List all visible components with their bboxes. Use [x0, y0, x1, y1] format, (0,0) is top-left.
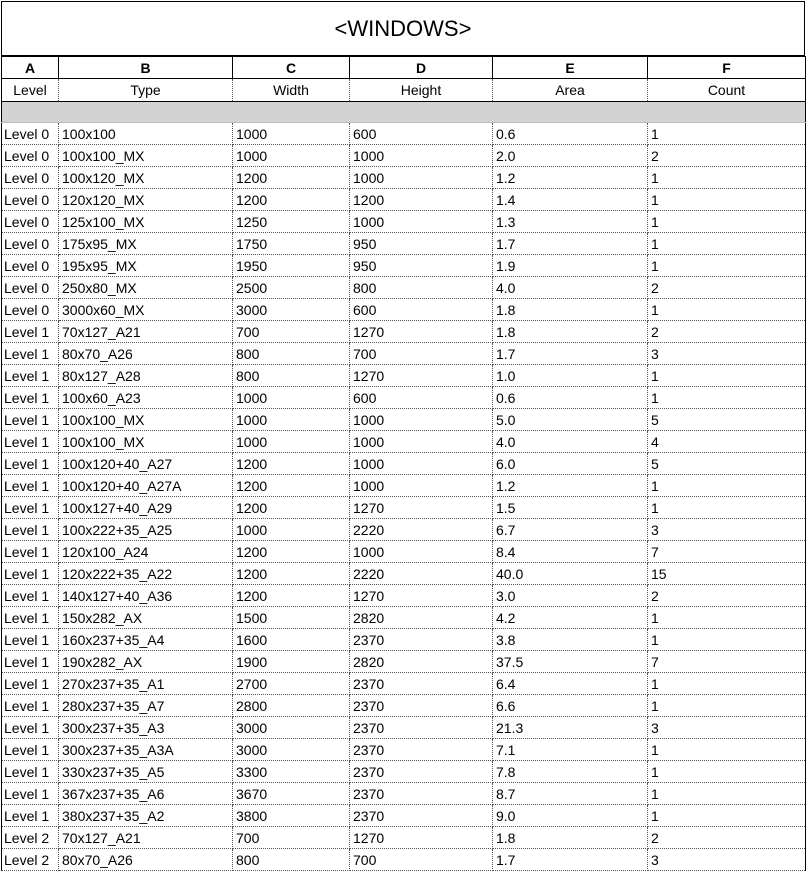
column-header-width[interactable]: Width: [233, 79, 350, 102]
area-cell[interactable]: 1.2: [493, 167, 648, 189]
height-cell[interactable]: 2370: [350, 805, 493, 827]
area-cell[interactable]: 3.0: [493, 585, 648, 607]
column-header-level[interactable]: Level: [2, 79, 59, 102]
height-cell[interactable]: 1000: [350, 167, 493, 189]
type-cell[interactable]: 80x127_A28: [59, 365, 233, 387]
level-cell[interactable]: Level 1: [2, 629, 59, 651]
table-row[interactable]: [2, 497, 806, 519]
area-cell[interactable]: 9.0: [493, 805, 648, 827]
width-cell[interactable]: 1200: [233, 585, 350, 607]
height-cell[interactable]: 950: [350, 233, 493, 255]
level-cell[interactable]: Level 1: [2, 343, 59, 365]
table-row[interactable]: [2, 563, 806, 585]
height-cell[interactable]: 1270: [350, 497, 493, 519]
count-cell[interactable]: 2: [648, 585, 806, 607]
width-cell[interactable]: 3000: [233, 739, 350, 761]
schedule-sheet: [1, 1, 805, 871]
table-row[interactable]: [2, 321, 806, 343]
area-cell[interactable]: 1.7: [493, 849, 648, 871]
level-cell[interactable]: Level 1: [2, 805, 59, 827]
type-cell[interactable]: 120x120_MX: [59, 189, 233, 211]
schedule-title[interactable]: <WINDOWS>: [1, 1, 805, 56]
count-cell[interactable]: 1: [648, 233, 806, 255]
area-cell[interactable]: 37.5: [493, 651, 648, 673]
level-cell[interactable]: Level 0: [2, 145, 59, 167]
count-cell[interactable]: 1: [648, 123, 806, 145]
count-cell[interactable]: 1: [648, 387, 806, 409]
area-cell[interactable]: 7.1: [493, 739, 648, 761]
level-cell[interactable]: Level 0: [2, 299, 59, 321]
count-cell[interactable]: 1: [648, 299, 806, 321]
level-cell[interactable]: Level 1: [2, 717, 59, 739]
width-cell[interactable]: 1000: [233, 123, 350, 145]
column-letter-d[interactable]: D: [350, 57, 493, 79]
column-letter-row: [2, 57, 806, 79]
type-cell[interactable]: 120x100_A24: [59, 541, 233, 563]
table-row[interactable]: [2, 849, 806, 871]
area-cell[interactable]: 2.0: [493, 145, 648, 167]
width-cell[interactable]: 2800: [233, 695, 350, 717]
area-cell[interactable]: 8.7: [493, 783, 648, 805]
type-cell[interactable]: 100x100: [59, 123, 233, 145]
width-cell[interactable]: 1900: [233, 651, 350, 673]
table-row[interactable]: [2, 629, 806, 651]
table-row[interactable]: [2, 365, 806, 387]
area-cell[interactable]: 1.3: [493, 211, 648, 233]
count-cell[interactable]: 3: [648, 717, 806, 739]
table-row[interactable]: [2, 695, 806, 717]
column-letter-f[interactable]: F: [648, 57, 806, 79]
count-cell[interactable]: 1: [648, 497, 806, 519]
area-cell[interactable]: 1.2: [493, 475, 648, 497]
area-cell[interactable]: 1.7: [493, 233, 648, 255]
count-cell[interactable]: 1: [648, 365, 806, 387]
type-cell[interactable]: 160x237+35_A4: [59, 629, 233, 651]
count-cell[interactable]: 3: [648, 519, 806, 541]
area-cell[interactable]: 40.0: [493, 563, 648, 585]
width-cell[interactable]: 1600: [233, 629, 350, 651]
width-cell[interactable]: 1200: [233, 167, 350, 189]
count-cell[interactable]: 1: [648, 211, 806, 233]
type-cell[interactable]: 120x222+35_A22: [59, 563, 233, 585]
height-cell[interactable]: 600: [350, 123, 493, 145]
width-cell[interactable]: 1200: [233, 453, 350, 475]
column-letter-c[interactable]: C: [233, 57, 350, 79]
level-cell[interactable]: Level 1: [2, 541, 59, 563]
area-cell[interactable]: 0.6: [493, 387, 648, 409]
level-cell[interactable]: Level 1: [2, 673, 59, 695]
table-row[interactable]: [2, 409, 806, 431]
column-header-area[interactable]: Area: [493, 79, 648, 102]
column-header-height[interactable]: Height: [350, 79, 493, 102]
height-cell[interactable]: 2220: [350, 563, 493, 585]
type-cell[interactable]: 175x95_MX: [59, 233, 233, 255]
table-row[interactable]: [2, 475, 806, 497]
height-cell[interactable]: 600: [350, 387, 493, 409]
width-cell[interactable]: 2700: [233, 673, 350, 695]
level-cell[interactable]: Level 2: [2, 827, 59, 849]
count-cell[interactable]: 1: [648, 805, 806, 827]
level-cell[interactable]: Level 1: [2, 739, 59, 761]
level-cell[interactable]: Level 1: [2, 761, 59, 783]
table-row[interactable]: [2, 277, 806, 299]
height-cell[interactable]: 1000: [350, 453, 493, 475]
type-cell[interactable]: 367x237+35_A6: [59, 783, 233, 805]
count-cell[interactable]: 1: [648, 189, 806, 211]
count-cell[interactable]: 1: [648, 167, 806, 189]
height-cell[interactable]: 1270: [350, 321, 493, 343]
area-cell[interactable]: 7.8: [493, 761, 648, 783]
type-cell[interactable]: 380x237+35_A2: [59, 805, 233, 827]
area-cell[interactable]: 8.4: [493, 541, 648, 563]
type-cell[interactable]: 195x95_MX: [59, 255, 233, 277]
count-cell[interactable]: 1: [648, 673, 806, 695]
area-cell[interactable]: 21.3: [493, 717, 648, 739]
level-cell[interactable]: Level 0: [2, 123, 59, 145]
height-cell[interactable]: 2370: [350, 629, 493, 651]
width-cell[interactable]: 1200: [233, 189, 350, 211]
column-header-type[interactable]: Type: [59, 79, 233, 102]
width-cell[interactable]: 1000: [233, 431, 350, 453]
width-cell[interactable]: 700: [233, 321, 350, 343]
height-cell[interactable]: 1200: [350, 189, 493, 211]
type-cell[interactable]: 70x127_A21: [59, 827, 233, 849]
level-cell[interactable]: Level 1: [2, 475, 59, 497]
height-cell[interactable]: 2820: [350, 607, 493, 629]
type-cell[interactable]: 80x70_A26: [59, 343, 233, 365]
count-cell[interactable]: 1: [648, 255, 806, 277]
area-cell[interactable]: 1.4: [493, 189, 648, 211]
level-cell[interactable]: Level 0: [2, 233, 59, 255]
height-cell[interactable]: 2820: [350, 651, 493, 673]
height-cell[interactable]: 1000: [350, 431, 493, 453]
count-cell[interactable]: 2: [648, 277, 806, 299]
table-row[interactable]: [2, 827, 806, 849]
height-cell[interactable]: 1270: [350, 827, 493, 849]
level-cell[interactable]: Level 1: [2, 651, 59, 673]
type-cell[interactable]: 70x127_A21: [59, 321, 233, 343]
type-cell[interactable]: 250x80_MX: [59, 277, 233, 299]
type-cell[interactable]: 100x120_MX: [59, 167, 233, 189]
width-cell[interactable]: 1000: [233, 519, 350, 541]
height-cell[interactable]: 800: [350, 277, 493, 299]
area-cell[interactable]: 5.0: [493, 409, 648, 431]
type-cell[interactable]: 100x120+40_A27: [59, 453, 233, 475]
level-cell[interactable]: Level 0: [2, 255, 59, 277]
count-cell[interactable]: 2: [648, 145, 806, 167]
height-cell[interactable]: 950: [350, 255, 493, 277]
count-cell[interactable]: 1: [648, 475, 806, 497]
type-cell[interactable]: 190x282_AX: [59, 651, 233, 673]
level-cell[interactable]: Level 1: [2, 563, 59, 585]
table-row[interactable]: [2, 387, 806, 409]
width-cell[interactable]: 3670: [233, 783, 350, 805]
width-cell[interactable]: 700: [233, 827, 350, 849]
width-cell[interactable]: 1000: [233, 387, 350, 409]
height-cell[interactable]: 700: [350, 343, 493, 365]
table-row[interactable]: [2, 431, 806, 453]
schedule-table: [1, 56, 806, 871]
type-cell[interactable]: 100x100_MX: [59, 431, 233, 453]
count-cell[interactable]: 4: [648, 431, 806, 453]
area-cell[interactable]: 4.0: [493, 431, 648, 453]
width-cell[interactable]: 1200: [233, 497, 350, 519]
area-cell[interactable]: 6.6: [493, 695, 648, 717]
width-cell[interactable]: 3800: [233, 805, 350, 827]
area-cell[interactable]: 1.8: [493, 299, 648, 321]
width-cell[interactable]: 800: [233, 365, 350, 387]
count-cell[interactable]: 1: [648, 695, 806, 717]
level-cell[interactable]: Level 1: [2, 585, 59, 607]
table-row[interactable]: [2, 233, 806, 255]
width-cell[interactable]: 1500: [233, 607, 350, 629]
table-row[interactable]: [2, 541, 806, 563]
height-cell[interactable]: 1000: [350, 541, 493, 563]
table-row[interactable]: [2, 255, 806, 277]
area-cell[interactable]: 1.7: [493, 343, 648, 365]
column-letter-a[interactable]: A: [2, 57, 59, 79]
level-cell[interactable]: Level 1: [2, 321, 59, 343]
table-row[interactable]: [2, 123, 806, 145]
table-row[interactable]: [2, 717, 806, 739]
width-cell[interactable]: 1750: [233, 233, 350, 255]
width-cell[interactable]: 1200: [233, 563, 350, 585]
table-row[interactable]: [2, 519, 806, 541]
table-row[interactable]: [2, 453, 806, 475]
level-cell[interactable]: Level 1: [2, 783, 59, 805]
type-cell[interactable]: 100x100_MX: [59, 145, 233, 167]
level-cell[interactable]: Level 1: [2, 519, 59, 541]
area-cell[interactable]: 4.2: [493, 607, 648, 629]
width-cell[interactable]: 1000: [233, 409, 350, 431]
table-row[interactable]: [2, 761, 806, 783]
area-cell[interactable]: 6.7: [493, 519, 648, 541]
table-row[interactable]: [2, 145, 806, 167]
width-cell[interactable]: 1250: [233, 211, 350, 233]
count-cell[interactable]: 1: [648, 739, 806, 761]
area-cell[interactable]: 1.8: [493, 321, 648, 343]
type-cell[interactable]: 100x100_MX: [59, 409, 233, 431]
type-cell[interactable]: 80x70_A26: [59, 849, 233, 871]
level-cell[interactable]: Level 0: [2, 189, 59, 211]
height-cell[interactable]: 1000: [350, 409, 493, 431]
level-cell[interactable]: Level 0: [2, 211, 59, 233]
area-cell[interactable]: 3.8: [493, 629, 648, 651]
table-row[interactable]: [2, 739, 806, 761]
column-header-row: [2, 79, 806, 102]
height-cell[interactable]: 2220: [350, 519, 493, 541]
level-cell[interactable]: Level 1: [2, 453, 59, 475]
height-cell[interactable]: 2370: [350, 783, 493, 805]
width-cell[interactable]: 1000: [233, 145, 350, 167]
type-cell[interactable]: 270x237+35_A1: [59, 673, 233, 695]
area-cell[interactable]: 6.0: [493, 453, 648, 475]
table-row[interactable]: [2, 585, 806, 607]
level-cell[interactable]: Level 0: [2, 277, 59, 299]
width-cell[interactable]: 3000: [233, 299, 350, 321]
height-cell[interactable]: 1000: [350, 475, 493, 497]
type-cell[interactable]: 280x237+35_A7: [59, 695, 233, 717]
table-row[interactable]: [2, 343, 806, 365]
count-cell[interactable]: 15: [648, 563, 806, 585]
count-cell[interactable]: 1: [648, 783, 806, 805]
count-cell[interactable]: 3: [648, 849, 806, 871]
height-cell[interactable]: 600: [350, 299, 493, 321]
type-cell[interactable]: 300x237+35_A3: [59, 717, 233, 739]
width-cell[interactable]: 1200: [233, 541, 350, 563]
area-cell[interactable]: 1.8: [493, 827, 648, 849]
area-cell[interactable]: 6.4: [493, 673, 648, 695]
level-cell[interactable]: Level 1: [2, 607, 59, 629]
type-cell[interactable]: 100x60_A23: [59, 387, 233, 409]
table-row[interactable]: [2, 607, 806, 629]
count-cell[interactable]: 2: [648, 827, 806, 849]
area-cell[interactable]: 1.5: [493, 497, 648, 519]
area-cell[interactable]: 1.0: [493, 365, 648, 387]
table-row[interactable]: [2, 783, 806, 805]
type-cell[interactable]: 150x282_AX: [59, 607, 233, 629]
area-cell[interactable]: 0.6: [493, 123, 648, 145]
width-cell[interactable]: 3300: [233, 761, 350, 783]
level-cell[interactable]: Level 1: [2, 497, 59, 519]
width-cell[interactable]: 3000: [233, 717, 350, 739]
width-cell[interactable]: 800: [233, 343, 350, 365]
height-cell[interactable]: 2370: [350, 739, 493, 761]
header-spacer-band: [2, 102, 806, 123]
type-cell[interactable]: 100x120+40_A27A: [59, 475, 233, 497]
height-cell[interactable]: 2370: [350, 717, 493, 739]
height-cell[interactable]: 700: [350, 849, 493, 871]
table-row[interactable]: [2, 189, 806, 211]
type-cell[interactable]: 330x237+35_A5: [59, 761, 233, 783]
count-cell[interactable]: 7: [648, 541, 806, 563]
level-cell[interactable]: Level 2: [2, 849, 59, 871]
height-cell[interactable]: 1270: [350, 365, 493, 387]
type-cell[interactable]: 125x100_MX: [59, 211, 233, 233]
count-cell[interactable]: 2: [648, 321, 806, 343]
count-cell[interactable]: 3: [648, 343, 806, 365]
area-cell[interactable]: 4.0: [493, 277, 648, 299]
level-cell[interactable]: Level 1: [2, 409, 59, 431]
height-cell[interactable]: 1000: [350, 145, 493, 167]
table-row[interactable]: [2, 651, 806, 673]
table-row[interactable]: [2, 673, 806, 695]
type-cell[interactable]: 100x127+40_A29: [59, 497, 233, 519]
level-cell[interactable]: Level 1: [2, 695, 59, 717]
height-cell[interactable]: 2370: [350, 695, 493, 717]
level-cell[interactable]: Level 1: [2, 431, 59, 453]
level-cell[interactable]: Level 0: [2, 167, 59, 189]
height-cell[interactable]: 1000: [350, 211, 493, 233]
height-cell[interactable]: 1270: [350, 585, 493, 607]
table-row[interactable]: [2, 211, 806, 233]
column-letter-e[interactable]: E: [493, 57, 648, 79]
count-cell[interactable]: 7: [648, 651, 806, 673]
level-cell[interactable]: Level 1: [2, 387, 59, 409]
type-cell[interactable]: 140x127+40_A36: [59, 585, 233, 607]
type-cell[interactable]: 100x222+35_A25: [59, 519, 233, 541]
width-cell[interactable]: 2500: [233, 277, 350, 299]
type-cell[interactable]: 3000x60_MX: [59, 299, 233, 321]
width-cell[interactable]: 1200: [233, 475, 350, 497]
table-row[interactable]: [2, 299, 806, 321]
table-row[interactable]: [2, 805, 806, 827]
count-cell[interactable]: 1: [648, 629, 806, 651]
width-cell[interactable]: 800: [233, 849, 350, 871]
width-cell[interactable]: 1950: [233, 255, 350, 277]
column-header-count[interactable]: Count: [648, 79, 806, 102]
height-cell[interactable]: 2370: [350, 761, 493, 783]
type-cell[interactable]: 300x237+35_A3A: [59, 739, 233, 761]
count-cell[interactable]: 1: [648, 761, 806, 783]
count-cell[interactable]: 1: [648, 607, 806, 629]
height-cell[interactable]: 2370: [350, 673, 493, 695]
level-cell[interactable]: Level 1: [2, 365, 59, 387]
column-letter-b[interactable]: B: [59, 57, 233, 79]
count-cell[interactable]: 5: [648, 453, 806, 475]
area-cell[interactable]: 1.9: [493, 255, 648, 277]
count-cell[interactable]: 5: [648, 409, 806, 431]
table-row[interactable]: [2, 167, 806, 189]
